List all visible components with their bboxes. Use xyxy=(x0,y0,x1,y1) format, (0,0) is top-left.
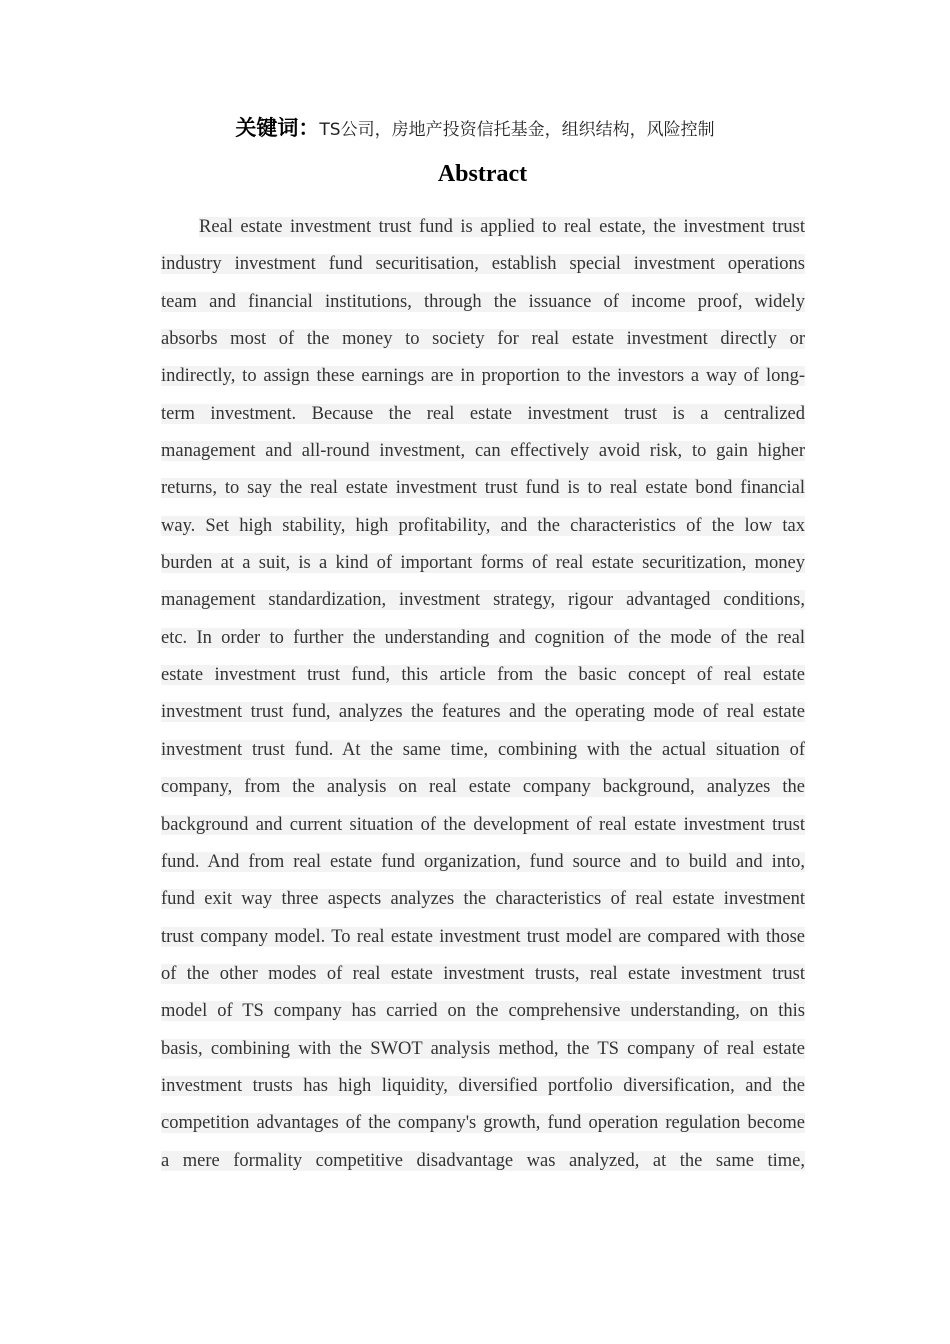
abstract-line: model of TS company has carried on the comprehensive understanding, on this xyxy=(161,1001,805,1022)
abstract-title: Abstract xyxy=(437,161,528,187)
abstract-line: industry investment fund securitisation, establish special investment operations xyxy=(161,254,805,275)
abstract-line: company, from the analysis on real estate company background, analyzes the xyxy=(161,777,805,798)
abstract-line: management standardization, investment strategy, rigour advantaged conditions, xyxy=(161,590,805,611)
abstract-line: management and all-round investment, can effectively avoid risk, to gain higher xyxy=(161,441,805,462)
abstract-line: investment trust fund. At the same time, combining with the actual situation of xyxy=(161,739,805,760)
abstract-line: etc. In order to further the understanding and cognition of the mode of the real xyxy=(161,627,805,648)
abstract-line: a mere formality competitive disadvantage was analyzed, at the same time, xyxy=(161,1150,805,1171)
abstract-line: term investment. Because the real estate investment trust is a centralized xyxy=(161,403,805,424)
abstract-line: of the other modes of real estate investment trusts, real estate investment trust xyxy=(161,963,805,984)
abstract-paragraph xyxy=(161,214,805,1185)
keywords-label: 关键词： xyxy=(235,116,320,140)
abstract-line: estate investment trust fund, this article from the basic concept of real estate xyxy=(161,665,805,686)
abstract-line: absorbs most of the money to society for real estate investment directly or xyxy=(161,329,805,350)
abstract-line: team and financial institutions, through the issuance of income proof, widely xyxy=(161,291,805,312)
abstract-line: Real estate investment trust fund is applied to real estate, the investment trust xyxy=(199,217,805,237)
keywords-text: TS公司，房地产投资信托基金，组织结构，风险控制 xyxy=(319,120,715,140)
abstract-line: investment trusts has high liquidity, diversified portfolio diversification, and the xyxy=(161,1075,805,1096)
abstract-line: investment trust fund, analyzes the features and the operating mode of real estate xyxy=(161,702,805,723)
abstract-line: fund exit way three aspects analyzes the characteristics of real estate investment xyxy=(161,889,805,910)
abstract-line: trust company model. To real estate investment trust model are compared with those xyxy=(161,926,805,947)
abstract-line: competition advantages of the company's growth, fund operation regulation become xyxy=(161,1113,805,1134)
abstract-line: burden at a suit, is a kind of important forms of real estate securitization, money xyxy=(161,553,805,574)
keywords-line xyxy=(0,112,950,142)
abstract-line: returns, to say the real estate investment trust fund is to real estate bond financial xyxy=(161,478,805,499)
abstract-line: basis, combining with the SWOT analysis method, the TS company of real estate xyxy=(161,1038,805,1059)
abstract-line: fund. And from real estate fund organization, fund source and to build and into, xyxy=(161,851,805,872)
abstract-line: background and current situation of the development of real estate investment trust xyxy=(161,814,805,835)
abstract-line: way. Set high stability, high profitability, and the characteristics of the low tax xyxy=(161,515,805,536)
abstract-line: indirectly, to assign these earnings are in proportion to the investors a way of long- xyxy=(161,366,805,387)
